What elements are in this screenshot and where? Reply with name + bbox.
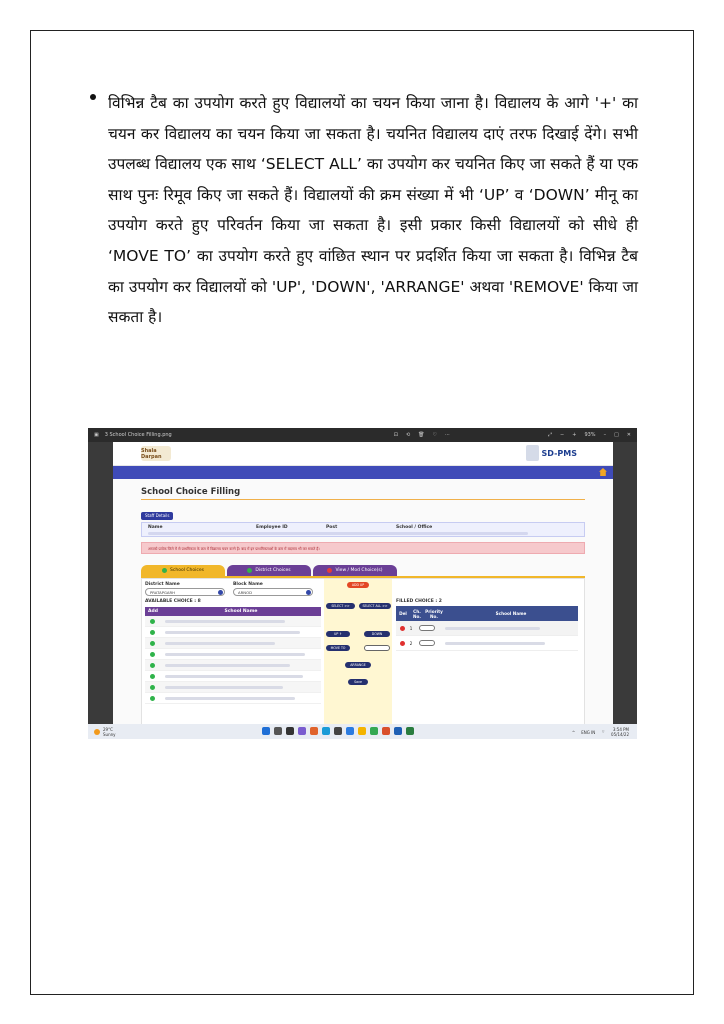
app-icon[interactable]: [334, 727, 342, 735]
col-priority-no: Priority No.: [425, 608, 443, 619]
select-all-button[interactable]: SELECT ALL >>: [359, 603, 391, 609]
blurred-school-name: [445, 642, 545, 645]
tab-school-choices[interactable]: [141, 565, 225, 576]
priority-input[interactable]: [419, 640, 435, 646]
shala-darpan-logo[interactable]: Shala Darpan: [141, 446, 171, 461]
home-icon[interactable]: [599, 468, 607, 476]
viewer-app-icon: ▣: [94, 432, 99, 438]
embedded-screenshot: [88, 428, 637, 739]
save-button[interactable]: Save: [348, 679, 368, 685]
table-row: [396, 636, 578, 651]
blurred-school-name: [165, 664, 290, 667]
filled-count: FILLED CHOICE : 2: [396, 599, 442, 604]
col-del: Del: [399, 611, 407, 616]
edge-icon[interactable]: [322, 727, 330, 735]
sun-icon: [94, 729, 100, 735]
choice-tabs: [141, 565, 585, 576]
web-page: [113, 442, 613, 724]
available-list: [145, 616, 321, 704]
add-icon[interactable]: [150, 641, 155, 646]
district-select[interactable]: [145, 588, 225, 596]
add-icon[interactable]: [150, 652, 155, 657]
blurred-school-name: [165, 686, 283, 689]
close-icon: [327, 568, 332, 573]
available-count: AVAILABLE CHOICE : 8: [145, 599, 201, 604]
add-up-button[interactable]: ADD UP: [347, 582, 369, 588]
more-icon[interactable]: ⋯: [444, 432, 450, 438]
check-icon: [247, 568, 252, 573]
add-icon[interactable]: [150, 630, 155, 635]
list-item: [145, 616, 321, 627]
delete-icon[interactable]: 🗑: [418, 432, 425, 438]
blurred-staff-row: [148, 532, 528, 535]
block-select[interactable]: [233, 588, 313, 596]
page-title: School Choice Filling: [141, 487, 241, 497]
staff-col-post: Post: [326, 524, 338, 530]
maximize-icon[interactable]: □: [614, 432, 619, 438]
staff-col-name: Name: [148, 524, 163, 530]
app-icon[interactable]: [382, 727, 390, 735]
check-icon: [162, 568, 167, 573]
district-label: District Name: [145, 582, 180, 587]
weather-temp: 29°C: [103, 726, 113, 732]
paragraph-text: विभिन्न टैब का उपयोग करते हुए विद्यालयों का चयन किया जाना है। विद्यालय के आगे '+' का चयन कर विद्यालय का चयन किया जा सकता है। चयनित विद्यालय दाएं तरफ दिखाई देंगे। सभी उपलब्ध विद्यालय एक साथ ‘SELECT ALL’ का उपयोग कर चयनित किए जा सकते हैं या एक साथ पुनः रिमूव किए जा सकते हैं। विद्यालयों की क्रम संख्या में भी ‘UP’ व ‘DOWN’ मीनू का उपयोग करते हुए परिवर्तन किया जा सकता है। इसी प्रकार किसी विद्यालयों को सीधे ही ‘MOVE TO’ का उपयोग करते हुए वांछित स्थान पर प्रदर्शित किया जा सकता है। विभिन्न टैब का उपयोग कर विद्यालयों को 'UP', 'DOWN', 'ARRANGE' अथवा 'REMOVE' किया जा सकता है।: [108, 94, 638, 327]
add-icon[interactable]: [150, 674, 155, 679]
list-item: [145, 693, 321, 704]
arrange-button[interactable]: ARRANGE: [345, 662, 371, 668]
windows-taskbar: [88, 724, 637, 739]
available-list-header: [145, 607, 321, 616]
chrome-icon[interactable]: [370, 727, 378, 735]
system-tray: [572, 727, 629, 737]
blurred-school-name: [165, 642, 275, 645]
list-item: [145, 638, 321, 649]
district-value: PRATAPGARH: [150, 590, 176, 595]
store-icon[interactable]: [346, 727, 354, 735]
image-viewer-toolbar: [88, 428, 637, 442]
col-school-name: School Name: [224, 609, 258, 614]
choice-number: 2: [409, 640, 413, 646]
title-divider: [141, 499, 585, 500]
blurred-school-name: [165, 620, 285, 623]
list-item: [145, 682, 321, 693]
favorite-icon[interactable]: ♡: [432, 432, 437, 438]
list-item: [145, 649, 321, 660]
action-column: [324, 579, 392, 724]
add-icon[interactable]: [150, 685, 155, 690]
bullet-paragraph: [108, 88, 638, 333]
available-choices: [145, 582, 321, 704]
wifi-icon[interactable]: ⌔: [601, 729, 606, 734]
block-label: Block Name: [233, 582, 263, 587]
start-icon[interactable]: [262, 727, 270, 735]
clock[interactable]: [611, 727, 629, 737]
blurred-school-name: [165, 675, 303, 678]
blurred-school-name: [165, 653, 305, 656]
notice-banner: आपको प्रत्येक जिले में से प्राथमिकता के क्रम में विद्यालय चयन करने हैं। बाद में इन प्राथमिकताओं के क्रम में बदलाव भी कर सकते हैं।: [141, 542, 585, 554]
sd-pms-logo: [526, 445, 577, 461]
emblem-icon: [526, 445, 539, 461]
search-icon[interactable]: [274, 727, 282, 735]
sd-pms-text: SD-PMS: [541, 448, 577, 458]
add-icon[interactable]: [150, 663, 155, 668]
col-choice-no: Ch. No.: [413, 608, 421, 619]
clock-date: 05/14/22: [611, 732, 629, 737]
minimize-icon[interactable]: –: [603, 432, 607, 438]
zoom-level: 93%: [584, 432, 596, 438]
add-icon[interactable]: [150, 619, 155, 624]
tab-label: View / Mod Choice(s): [335, 568, 383, 573]
filled-choices: [396, 599, 578, 651]
blurred-school-name: [445, 627, 540, 630]
col-add: Add: [148, 609, 158, 614]
selection-workspace: [141, 578, 585, 724]
photos-icon[interactable]: [406, 727, 414, 735]
tab-view-mod-choices[interactable]: [313, 565, 397, 576]
tab-label: District Choices: [255, 568, 291, 573]
zoom-out-icon[interactable]: −: [560, 432, 565, 438]
zoom-in-icon[interactable]: +: [572, 432, 577, 438]
blurred-school-name: [165, 697, 295, 700]
staff-details-badge: Staff Details: [141, 512, 173, 520]
staff-col-employee-id: Employee ID: [256, 524, 288, 530]
task-view-icon[interactable]: [286, 727, 294, 735]
blurred-school-name: [165, 631, 300, 634]
staff-col-school: School / Office: [396, 524, 433, 530]
select-button[interactable]: SELECT >>: [326, 603, 355, 609]
viewer-file-title: 3 School Choice Filling.png: [104, 432, 172, 438]
expand-icon[interactable]: ⤢: [548, 432, 553, 438]
close-icon[interactable]: ✕: [626, 432, 631, 438]
tray-overflow-icon[interactable]: ^: [571, 729, 576, 735]
priority-input[interactable]: [419, 625, 435, 631]
filled-list-header: [396, 606, 578, 621]
move-to-input[interactable]: [364, 645, 390, 651]
down-button[interactable]: DOWN: [364, 631, 390, 637]
weather-widget[interactable]: [94, 727, 116, 737]
crop-icon[interactable]: ⊡: [393, 432, 398, 438]
staff-details-table: [141, 522, 585, 537]
clock-time: 3:54 PM: [612, 727, 629, 732]
taskbar-apps: [262, 727, 414, 735]
add-icon[interactable]: [150, 696, 155, 701]
choice-panel: [141, 487, 585, 724]
weather-condition: Sunny: [103, 731, 116, 737]
app-icon[interactable]: [310, 727, 318, 735]
table-row: [396, 621, 578, 636]
block-value: ARNOD: [238, 590, 252, 595]
list-item: [145, 671, 321, 682]
chat-icon[interactable]: [298, 727, 306, 735]
tab-label: School Choices: [170, 568, 204, 573]
site-header: [113, 442, 613, 466]
file-explorer-icon[interactable]: [358, 727, 366, 735]
tab-district-choices[interactable]: [227, 565, 311, 576]
up-button[interactable]: UP ↑: [326, 631, 350, 637]
list-item: [145, 627, 321, 638]
move-to-button[interactable]: MOVE TO: [326, 645, 350, 651]
word-icon[interactable]: [394, 727, 402, 735]
list-item: [145, 660, 321, 671]
dropdown-icon: [306, 590, 311, 595]
language-indicator[interactable]: ENG IN: [581, 729, 596, 735]
bullet-icon: [90, 94, 96, 100]
dropdown-icon: [218, 590, 223, 595]
choice-number: 1: [409, 625, 413, 631]
col-school-name: School Name: [495, 611, 527, 616]
site-nav-bar: [113, 466, 613, 479]
rotate-icon[interactable]: ⟲: [405, 432, 411, 438]
